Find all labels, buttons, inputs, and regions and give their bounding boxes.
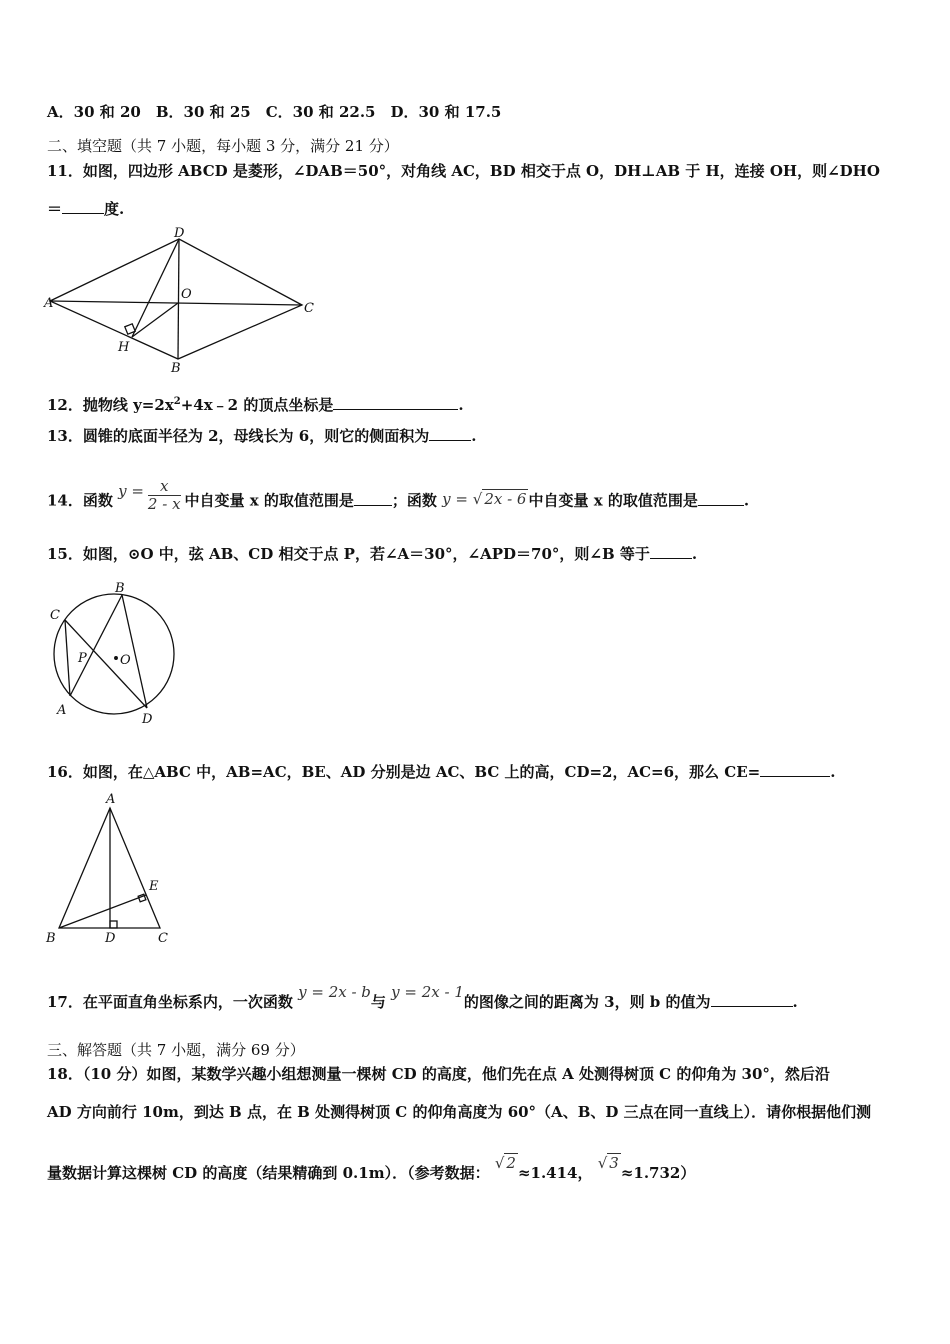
q12-line: [47, 392, 464, 415]
label-c: C: [158, 931, 168, 946]
q14-eq1-fraction: [148, 478, 181, 513]
q18-radicand-2: 2: [506, 1154, 516, 1172]
label-c: C: [50, 608, 60, 623]
label-d: D: [105, 931, 116, 946]
q17-text-mid2: 的图像之间的距离为 3，则 b 的值为: [463, 993, 711, 1011]
label-d: D: [142, 712, 153, 727]
q15-text: 15．如图，⊙O 中，弦 AB、CD 相交于点 P，若∠A＝30°，∠APD＝70°，则∠B 等于: [47, 545, 650, 563]
q18-text: 量数据计算这棵树 CD 的高度（结果精确到 0.1m）．（参考数据：: [47, 1164, 490, 1182]
center-dot: [115, 657, 118, 660]
section-3-heading: 三、解答题（共 7 小题，满分 69 分）: [47, 1041, 305, 1059]
label-e: E: [149, 879, 159, 894]
q18-line1: 18．（10 分）如图，某数学兴趣小组想测量一棵树 CD 的高度，他们先在点 A 处测得树顶 C 的仰角为 30°，然后沿: [47, 1065, 830, 1083]
q13-text-post: .: [471, 427, 477, 445]
q14-blank1: [354, 491, 392, 506]
q11-rhombus-figure: [40, 225, 330, 375]
q14-eq2-radicand: 2x - 6: [484, 489, 527, 508]
q18-radicand-3: 3: [609, 1154, 619, 1172]
sqrt-sign-icon: √: [597, 1154, 608, 1172]
label-b: B: [171, 361, 181, 375]
q16-text-post: .: [830, 763, 836, 781]
sqrt-sign-icon: √: [494, 1154, 505, 1172]
q14-eq1-lhs: y =: [118, 481, 144, 500]
q18-sqrt3: [598, 1154, 621, 1172]
q11-line1: 11．如图，四边形 ABCD 是菱形，∠DAB＝50°，对角线 AC，BD 相交于点 O，DH⊥AB 于 H，连接 OH，则∠DHO: [47, 162, 880, 180]
q11-line2: [47, 199, 124, 219]
q16-text: 16．如图，在△ABC 中，AB=AC，BE、AD 分别是边 AC、BC 上的高，CD=2，AC=6，那么 CE=: [47, 763, 761, 781]
q16-triangle-figure: [40, 788, 180, 948]
circle-o: [54, 594, 174, 714]
q14-text-post: .: [743, 491, 750, 510]
right-angle-mark-e: [138, 894, 146, 902]
altitude-be: [59, 895, 146, 928]
label-p: P: [78, 651, 87, 666]
q11-unit: 度.: [104, 200, 125, 218]
q14-text-mid2: ；函数: [391, 491, 437, 510]
q15-line: [47, 544, 697, 564]
q14-eq1-denominator: 2 - x: [147, 495, 181, 513]
label-o: O: [120, 653, 131, 668]
label-o: O: [181, 287, 192, 302]
chord-ab: [70, 595, 122, 696]
diagonal-bd: [178, 239, 179, 359]
segment-dh: [132, 239, 179, 337]
label-d: D: [174, 226, 185, 241]
q14-eq1-numerator: x: [148, 478, 181, 496]
q17-text-post: .: [792, 993, 798, 1011]
q17-text-pre: 17．在平面直角坐标系内，一次函数: [47, 993, 293, 1011]
label-b: B: [115, 581, 125, 596]
q12-text-pre: 12．抛物线 y=2x: [47, 396, 174, 414]
q15-blank: [650, 544, 692, 559]
rhombus-outline: [50, 239, 302, 359]
q11-blank: [62, 199, 104, 214]
section-2-heading: 二、填空题（共 7 小题，每小题 3 分，满分 21 分）: [47, 137, 399, 155]
q14-blank2: [698, 491, 744, 506]
label-b: B: [46, 931, 56, 946]
q14-eq2: [442, 490, 528, 508]
q16-line: [47, 762, 835, 782]
label-a: A: [44, 296, 54, 311]
q14-text-mid1: 中自变量 x 的取值范围是: [184, 491, 354, 510]
q18-approx-3: ≈1.732）: [620, 1164, 696, 1182]
q14-line: [47, 477, 750, 519]
segment-ca: [65, 620, 70, 696]
q17-line: [47, 983, 798, 1012]
label-a: A: [57, 703, 67, 718]
q13-blank: [429, 426, 471, 441]
q12-blank: [333, 395, 458, 410]
q18-line3: [47, 1154, 696, 1183]
q12-exponent: 2: [173, 396, 181, 407]
q12-text-post: .: [458, 396, 464, 414]
right-angle-mark-d: [110, 921, 117, 928]
q17-eq1: y = 2x - b: [298, 983, 371, 1001]
q13-text: 13．圆锥的底面半径为 2，母线长为 6，则它的侧面积为: [47, 427, 430, 445]
q15-text-post: .: [691, 545, 698, 563]
sqrt-sign-icon: √: [472, 489, 483, 508]
label-c: C: [304, 301, 314, 316]
options-line: A．30 和 20 B．30 和 25 C．30 和 22.5 D．30 和 17.5: [47, 103, 502, 121]
q13-line: [47, 426, 476, 446]
q17-blank: [711, 992, 793, 1007]
q16-blank: [760, 762, 830, 777]
segment-oh: [132, 303, 178, 337]
q15-circle-figure: [42, 576, 192, 728]
q12-text-mid: +4x﹣2 的顶点坐标是: [180, 396, 334, 414]
q14-eq2-lhs: y =: [442, 489, 468, 508]
q11-equals: ＝: [47, 200, 63, 218]
q17-eq2: y = 2x - 1: [391, 983, 464, 1001]
q18-line2: AD 方向前行 10m，到达 B 点，在 B 处测得树顶 C 的仰角高度为 60°（A、B、D 三点在同一直线上）．请你根据他们测: [47, 1103, 872, 1121]
q18-approx-2: ≈1.414，: [517, 1164, 593, 1182]
q17-text-mid: 与: [370, 993, 386, 1011]
q18-sqrt2: [495, 1154, 518, 1172]
segment-bd: [122, 595, 147, 708]
label-a: A: [106, 792, 116, 807]
label-h: H: [118, 340, 130, 355]
q14-text-pre: 14．函数: [47, 491, 113, 510]
q14-text-mid3: 中自变量 x 的取值范围是: [528, 491, 698, 510]
